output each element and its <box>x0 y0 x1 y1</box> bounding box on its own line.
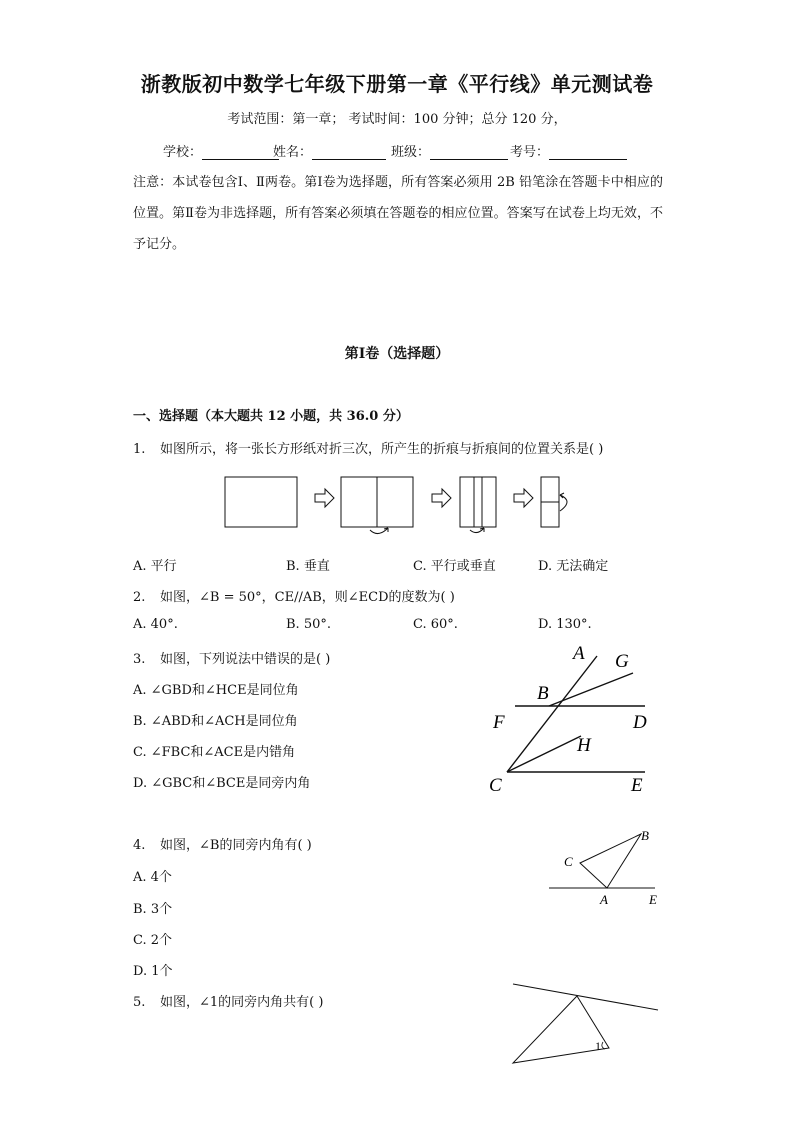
fold-arrow-icon <box>560 495 567 511</box>
question-text: 如图，∠1的同旁内角共有( ) <box>160 995 324 1010</box>
question-text: 如图，∠B的同旁内角有( ) <box>160 838 312 853</box>
question-text: 如图，下列说法中错误的是( ) <box>160 652 331 667</box>
label-c: C <box>489 775 502 796</box>
arrow-icon <box>432 489 451 507</box>
class-blank <box>430 145 508 160</box>
paper-folding-figure <box>220 470 580 542</box>
label-e: E <box>631 775 643 796</box>
parallel-lines-figure <box>485 640 665 800</box>
label-a: A <box>573 643 585 664</box>
q1-option-d: D. 无法确定 <box>538 559 609 574</box>
name-label: 姓名： <box>273 145 313 160</box>
label-c: C <box>564 854 573 869</box>
school-label: 学校： <box>163 145 203 160</box>
triangle-line-figure <box>545 825 665 910</box>
question-number: 4. <box>133 838 146 853</box>
name-field <box>273 141 386 160</box>
question-number: 1. <box>133 442 146 457</box>
angle-one-figure <box>505 978 665 1073</box>
q4-option-b: B. 3个 <box>133 902 173 917</box>
line-ch <box>507 736 581 772</box>
paper-full <box>225 477 297 527</box>
question-number: 5. <box>133 995 146 1010</box>
q1-option-c: C. 平行或垂直 <box>413 559 496 574</box>
exam-subtitle: 考试范围：第一章； 考试时间：100 分钟；总分 120 分， <box>227 112 567 127</box>
question-1 <box>133 438 603 457</box>
angle-arc <box>602 1042 605 1049</box>
q2-option-c: C. 60°. <box>413 617 458 632</box>
class-label: 班级： <box>391 145 431 160</box>
class-field <box>391 141 508 160</box>
q1-option-b: B. 垂直 <box>286 559 330 574</box>
top-line <box>513 984 658 1010</box>
section-title: 第Ⅰ卷（选择题） <box>344 346 450 362</box>
name-blank <box>312 145 386 160</box>
label-f: F <box>493 712 505 733</box>
q4-option-d: D. 1个 <box>133 964 173 979</box>
paper-fold-2 <box>460 477 496 527</box>
question-3 <box>133 648 330 667</box>
question-2 <box>133 586 455 605</box>
question-text: 如图，∠B = 50°，CE//AB，则∠ECD的度数为( ) <box>160 590 455 605</box>
angle-1-label: 1 <box>595 1039 601 1053</box>
question-5 <box>133 991 323 1010</box>
number-blank <box>549 145 627 160</box>
q3-option-c: C. ∠FBC和∠ACE是内错角 <box>133 745 296 760</box>
question-text: 如图所示，将一张长方形纸对折三次，所产生的折痕与折痕间的位置关系是( ) <box>160 442 604 457</box>
part-title: 一、选择题（本大题共 12 小题，共 36.0 分） <box>133 409 409 424</box>
arrow-icon <box>315 489 334 507</box>
label-g: G <box>615 651 629 672</box>
question-number: 3. <box>133 652 146 667</box>
q3-option-b: B. ∠ABD和∠ACH是同位角 <box>133 714 298 729</box>
school-blank <box>202 145 279 160</box>
exam-notice: 注意：本试卷包含Ⅰ、Ⅱ两卷。第Ⅰ卷为选择题，所有答案必须用 2B 铅笔涂在答题卡中相应的位置。第Ⅱ卷为非选择题，所有答案必须填在答题卷的相应位置。答案写在试卷上均无效，不予记分。 <box>133 175 663 252</box>
q3-option-a: A. ∠GBD和∠HCE是同位角 <box>133 683 299 698</box>
label-b: B <box>537 683 549 704</box>
label-h: H <box>577 735 591 756</box>
q4-option-a: A. 4个 <box>133 870 172 885</box>
number-label: 考号： <box>510 145 550 160</box>
exam-title: 浙教版初中数学七年级下册第一章《平行线》单元测试卷 <box>140 72 654 96</box>
question-4 <box>133 834 312 853</box>
triangle-abc <box>580 834 641 888</box>
label-d: D <box>633 712 647 733</box>
question-number: 2. <box>133 590 146 605</box>
label-b: B <box>641 828 649 843</box>
label-e: E <box>649 892 657 907</box>
label-a: A <box>600 892 608 907</box>
q4-option-c: C. 2个 <box>133 933 173 948</box>
line-bg <box>549 673 633 706</box>
q2-option-a: A. 40°. <box>133 617 178 632</box>
q2-option-d: D. 130°. <box>538 617 592 632</box>
school-field <box>163 141 279 160</box>
q1-option-a: A. 平行 <box>133 559 177 574</box>
q3-option-d: D. ∠GBC和∠BCE是同旁内角 <box>133 776 311 791</box>
arrow-icon <box>514 489 533 507</box>
number-field <box>510 141 627 160</box>
q2-option-b: B. 50°. <box>286 617 331 632</box>
